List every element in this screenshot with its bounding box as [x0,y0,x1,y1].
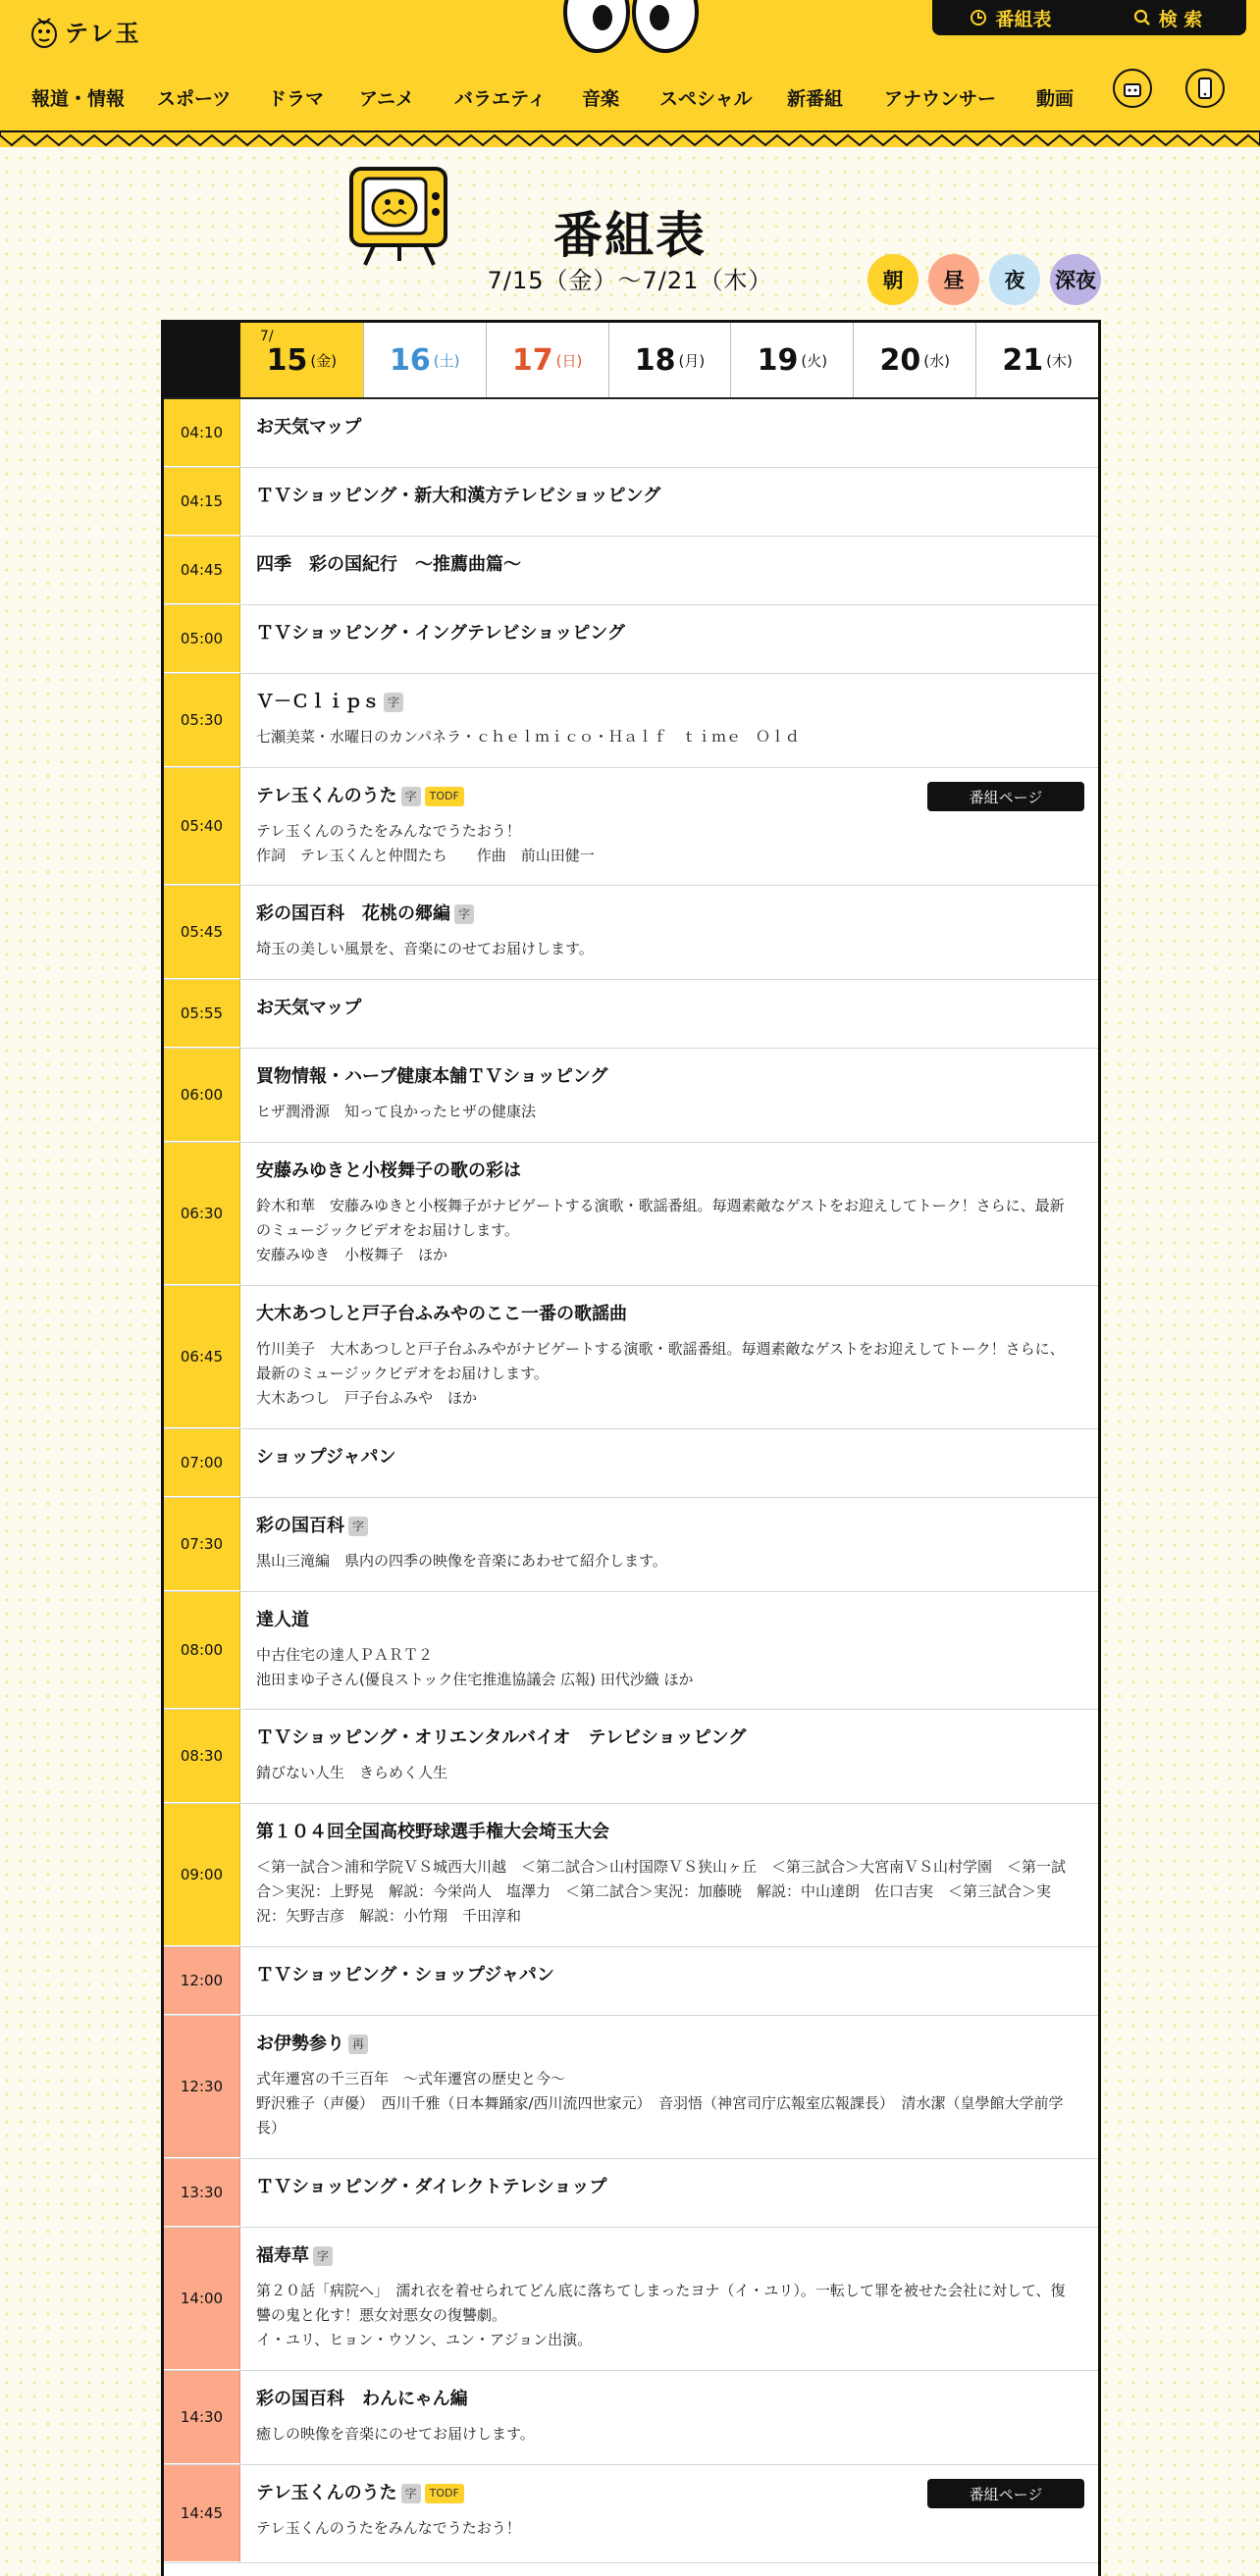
program-description-line: 第２０話「病院へ」 濡れ衣を着せられてどん底に落ちてしまったヨナ（イ・ユリ）。一転して罪を被せた会社に対して、復讐の鬼と化す！悪女対悪女の復讐劇。 [256,2282,1066,2324]
program-description-line: イ・ユリ、ヒョン・ウソン、ユン・アジョン出演。 [256,2331,593,2348]
day-tab-month: 7/ [259,329,274,344]
night-button[interactable] [989,254,1040,305]
clock-icon [970,9,987,26]
top-buttons [932,0,1246,35]
caption-badge: 字 [313,2246,333,2266]
program-row[interactable] [164,399,1098,468]
schedule-button-label: 番組表 [995,8,1052,30]
day-tab-number: 17 [511,342,553,378]
program-title-line [256,2175,1071,2200]
day-tab-number: 15 [266,342,308,378]
program-row[interactable] [164,980,1098,1049]
program-title[interactable]: 彩の国百科 わんにゃん編 [256,2389,468,2409]
caption-badge: 字 [401,787,421,806]
program-info [256,2243,1071,2352]
day-tab-number: 16 [390,342,431,378]
program-title[interactable]: ＴＶショッピング・ショップジャパン [256,1965,554,1985]
site-logo[interactable] [29,14,141,48]
nav-video[interactable]: 動画 [1036,88,1075,110]
caption-badge: 再 [348,2035,368,2054]
program-info [256,1514,1071,1573]
program-row[interactable] [164,2016,1098,2159]
search-button-label: 検 索 [1158,8,1203,30]
program-info [256,1445,1071,1470]
day-tab-17[interactable] [486,323,608,397]
program-title[interactable]: 四季 彩の国紀行 ～推薦曲篇～ [256,554,521,575]
program-description-line: 鈴木和華 安藤みゆきと小桜舞子がナビゲートする演歌・歌謡番組。毎週素敵なゲストをお迎えしてトーク！さらに、最新のミュージックビデオをお届けします。 [256,1197,1065,1239]
program-description [256,1549,1071,1573]
program-time: 05:00 [164,605,240,673]
program-row[interactable] [164,2159,1098,2228]
tele-tama-chan-icon[interactable] [1113,69,1152,108]
program-description [256,1761,1071,1785]
mascot-eyes-icon [557,0,705,59]
program-description-line: 黒山三滝編 県内の四季の映像を音楽にあわせて紹介します。 [256,1552,667,1570]
program-info [256,1608,1071,1692]
tele-tama-mascot-icon [29,15,59,48]
program-description-line: テレ玉くんのうたをみんなでうたおう！ [256,2519,521,2537]
program-title[interactable]: お伊勢参り [256,2034,344,2054]
morning-button[interactable] [867,254,919,305]
program-title[interactable]: 福寿草 [256,2245,309,2266]
program-info [256,996,1071,1021]
day-tab-number: 19 [757,342,799,378]
day-tabs-corner [164,323,240,397]
search-button[interactable] [1089,5,1246,31]
program-row[interactable] [164,2465,1098,2563]
program-title[interactable]: 買物情報・ハーブ健康本舗ＴＶショッピング [256,1066,608,1087]
day-tab-number: 21 [1002,342,1044,378]
program-title[interactable]: お天気マップ [256,417,362,438]
late-night-button-label: 深夜 [1055,269,1096,292]
program-row[interactable] [164,468,1098,537]
date-range: 7/15（金）〜7/21（木） [487,267,773,294]
program-description-line: 作詞 テレ玉くんと仲間たち 作曲 前山田健一 [256,847,595,864]
nav-music[interactable]: 音楽 [582,88,620,110]
program-description [256,725,1071,749]
program-row[interactable] [164,768,1098,886]
nav-news[interactable]: 報道・情報 [31,88,126,110]
program-title[interactable]: ＴＶショッピング・新大和漢方テレビショッピング [256,486,661,506]
program-description [256,1100,1071,1124]
day-tabs [164,323,1098,399]
program-description [256,1337,1071,1411]
program-row[interactable] [164,2371,1098,2465]
caption-badge: 字 [384,693,403,712]
program-description-line: 七瀬美菜・水曜日のカンパネラ・ｃｈｅｌｍｉｃｏ・Ｈａｌｆ ｔｉｍｅ Ｏｌｄ [256,728,800,746]
program-description [256,2422,1071,2447]
program-title-line [256,1445,1071,1470]
program-title[interactable]: ショップジャパン [256,1447,396,1468]
todf-badge: TODF [425,2484,464,2503]
program-description [256,1643,1071,1692]
program-page-button[interactable]: 番組ページ [927,2479,1084,2508]
program-title-line [256,2032,1071,2057]
program-time: 14:30 [164,2371,240,2464]
page-title: 番組表 [553,207,707,264]
program-schedule [161,320,1101,2576]
program-row[interactable] [164,886,1098,980]
program-row[interactable] [164,1947,1098,2016]
program-description [256,2279,1071,2352]
program-row[interactable] [164,537,1098,605]
program-title-line [256,690,1071,715]
day-tab-weekday: (金) [310,351,338,370]
program-description-line: テレ玉くんのうたをみんなでうたおう！ [256,822,521,840]
program-time: 08:30 [164,1710,240,1803]
program-title-line [256,552,1071,578]
program-title[interactable]: 達人道 [256,1610,309,1630]
program-row[interactable] [164,1592,1098,1710]
day-tab-15[interactable] [240,323,363,397]
program-time: 06:45 [164,1286,240,1428]
program-description [256,1194,1071,1267]
day-tab-21[interactable] [975,323,1098,397]
program-time: 13:30 [164,2159,240,2227]
program-title-line [256,1302,1071,1327]
program-time: 12:00 [164,1947,240,2015]
site-header [0,0,1260,147]
program-info [256,690,1071,749]
day-tab-16[interactable] [363,323,486,397]
program-info [256,902,1071,961]
program-title[interactable]: ＴＶショッピング・イングテレビショッピング [256,623,625,644]
logo-text: テレ玉 [65,20,141,47]
program-title[interactable]: 大木あつしと戸子台ふみやのここ一番の歌謡曲 [256,1304,627,1324]
program-info [256,1726,1071,1785]
program-title[interactable]: ＴＶショッピング・オリエンタルバイオ テレビショッピング [256,1727,747,1748]
caption-badge: 字 [401,2484,421,2503]
program-time: 06:00 [164,1049,240,1142]
nav-drama[interactable]: ドラマ [268,88,325,110]
program-title[interactable]: 彩の国百科 花桃の郷編 [256,903,450,924]
program-info [256,621,1071,646]
night-button-label: 夜 [1004,269,1025,292]
program-info [256,1159,1071,1267]
day-tab-number: 18 [634,342,676,378]
program-title[interactable]: 彩の国百科 [256,1516,344,1536]
program-description-line: 式年遷宮の千三百年 ～式年遷宮の歴史と今～ [256,2070,566,2087]
app-icon[interactable] [1185,69,1225,108]
program-time: 04:15 [164,468,240,536]
program-description [256,2516,1071,2541]
program-time: 04:10 [164,399,240,467]
daytime-button-label: 昼 [943,269,965,292]
program-info [256,2032,1071,2140]
program-title-line [256,484,1071,509]
nav-new-programs[interactable]: 新番組 [787,88,844,110]
program-description [256,2067,1071,2140]
program-description-line: 錆びない人生 きらめく人生 [256,1764,448,1781]
program-title-line [256,1608,1071,1633]
program-row[interactable] [164,1498,1098,1592]
program-time: 14:45 [164,2465,240,2562]
schedule-button[interactable] [932,5,1089,31]
program-row[interactable] [164,1710,1098,1804]
nav-sports[interactable]: スポーツ [157,88,232,110]
program-description-line: 中古住宅の達人ＰＡＲＴ２ [256,1646,434,1664]
program-time: 12:30 [164,2016,240,2158]
day-tab-18[interactable] [608,323,731,397]
program-row[interactable] [164,1429,1098,1498]
program-row[interactable] [164,1286,1098,1429]
program-time: 07:00 [164,1429,240,1497]
day-tab-weekday: (土) [433,351,460,370]
program-title[interactable]: テレ玉くんのうた [256,786,397,806]
day-tab-weekday: (火) [801,351,828,370]
program-description-line: 大木あつし 戸子台ふみや ほか [256,1389,478,1407]
program-title[interactable]: テレ玉くんのうた [256,2483,397,2503]
program-time: 05:55 [164,980,240,1048]
program-title-line [256,1064,1071,1090]
program-info [256,552,1071,578]
program-row[interactable] [164,1049,1098,1143]
program-row[interactable] [164,1804,1098,1947]
program-page-button[interactable]: 番組ページ [927,782,1084,811]
program-info [256,1064,1071,1124]
program-row[interactable] [164,674,1098,768]
program-title-line [256,2243,1071,2269]
program-title[interactable]: 第１０４回全国高校野球選手権大会埼玉大会 [256,1822,609,1842]
program-description-line: 池田まゆ子さん(優良ストック住宅推進協議会 広報) 田代沙織 ほか [256,1671,694,1688]
caption-badge: 字 [454,904,474,924]
nav-announcer[interactable]: アナウンサー [884,88,997,110]
program-title-line [256,1514,1071,1539]
program-time: 05:30 [164,674,240,767]
program-row[interactable] [164,2228,1098,2371]
program-title[interactable]: Ｖ－Ｃｌｉｐｓ [256,692,380,712]
program-time: 05:40 [164,768,240,885]
caption-badge: 字 [348,1517,368,1536]
day-tab-weekday: (月) [678,351,706,370]
program-title[interactable]: 安藤みゆきと小桜舞子の歌の彩は [256,1160,521,1181]
program-info [256,415,1071,440]
day-tab-19[interactable] [730,323,853,397]
program-info [256,2175,1071,2200]
program-title-line [256,2387,1071,2412]
day-tab-weekday: (日) [555,351,583,370]
program-time: 05:45 [164,886,240,979]
program-time: 04:45 [164,537,240,604]
day-tab-number: 20 [879,342,921,378]
program-info [256,1820,1071,1929]
program-description [256,1855,1071,1929]
program-title-line [256,902,1071,927]
program-info [256,484,1071,509]
program-title-line [256,1820,1071,1845]
program-description-line: 癒しの映像を音楽にのせてお届けします。 [256,2425,535,2443]
program-title-line [256,996,1071,1021]
nav-variety[interactable]: バラエティ [454,88,547,110]
program-title-line [256,621,1071,646]
day-tab-weekday: (木) [1046,351,1073,370]
program-time: 06:30 [164,1143,240,1285]
program-info [256,2387,1071,2447]
day-tab-weekday: (水) [923,351,950,370]
header-zigzag-edge [0,131,1260,149]
program-description-line: 安藤みゆき 小桜舞子 ほか [256,1246,448,1263]
program-row[interactable] [164,1143,1098,1286]
program-description-line: ヒザ潤滑源 知って良かったヒザの健康法 [256,1103,537,1120]
program-title-line [256,1963,1071,1988]
nav-anime[interactable]: アニメ [359,88,415,110]
program-info [256,1302,1071,1411]
program-title-line [256,1159,1071,1184]
program-description-line: 野沢雅子（声優） 西川千雅（日本舞踊家/西川流四世家元） 音羽悟（神宮司庁広報室広報課長） 清水潔（皇學館大学前学長） [256,2094,1064,2137]
program-title[interactable]: お天気マップ [256,998,362,1018]
program-time: 08:00 [164,1592,240,1709]
program-description-line: 竹川美子 大木あつしと戸子台ふみやがナビゲートする演歌・歌謡番組。毎週素敵なゲストをお迎えしてトーク！さらに、最新のミュージックビデオをお届けします。 [256,1340,1065,1382]
program-title-line [256,415,1071,440]
program-time: 09:00 [164,1804,240,1946]
program-description-line: ＜第一試合＞浦和学院ＶＳ城西大川越 ＜第二試合＞山村国際ＶＳ狭山ヶ丘 ＜第三試合＞大宮南ＶＳ山村学園 ＜第一試合＞実況：上野晃 解説：今栄尚人 塩澤力 ＜第二試合＞実況：加藤暁 解説：中山達朗 佐口吉実 ＜第三試合＞実況：矢野吉彦 解説：小竹翔 千田淳和 [256,1858,1067,1925]
program-title-line [256,1726,1071,1751]
late-night-button[interactable] [1050,254,1101,305]
program-time: 14:00 [164,2228,240,2370]
program-time: 07:30 [164,1498,240,1591]
main-nav [0,67,1260,122]
daytime-button[interactable] [928,254,979,305]
morning-button-label: 朝 [882,269,904,292]
program-description [256,819,1071,868]
day-tab-20[interactable] [853,323,975,397]
program-row[interactable] [164,605,1098,674]
todf-badge: TODF [425,787,464,806]
program-description [256,937,1071,961]
program-description-line: 埼玉の美しい風景を、音楽にのせてお届けします。 [256,940,594,957]
nav-special[interactable]: スペシャル [659,88,753,110]
program-title[interactable]: ＴＶショッピング・ダイレクトテレショップ [256,2177,607,2197]
search-icon [1133,9,1151,26]
program-info [256,1963,1071,1988]
